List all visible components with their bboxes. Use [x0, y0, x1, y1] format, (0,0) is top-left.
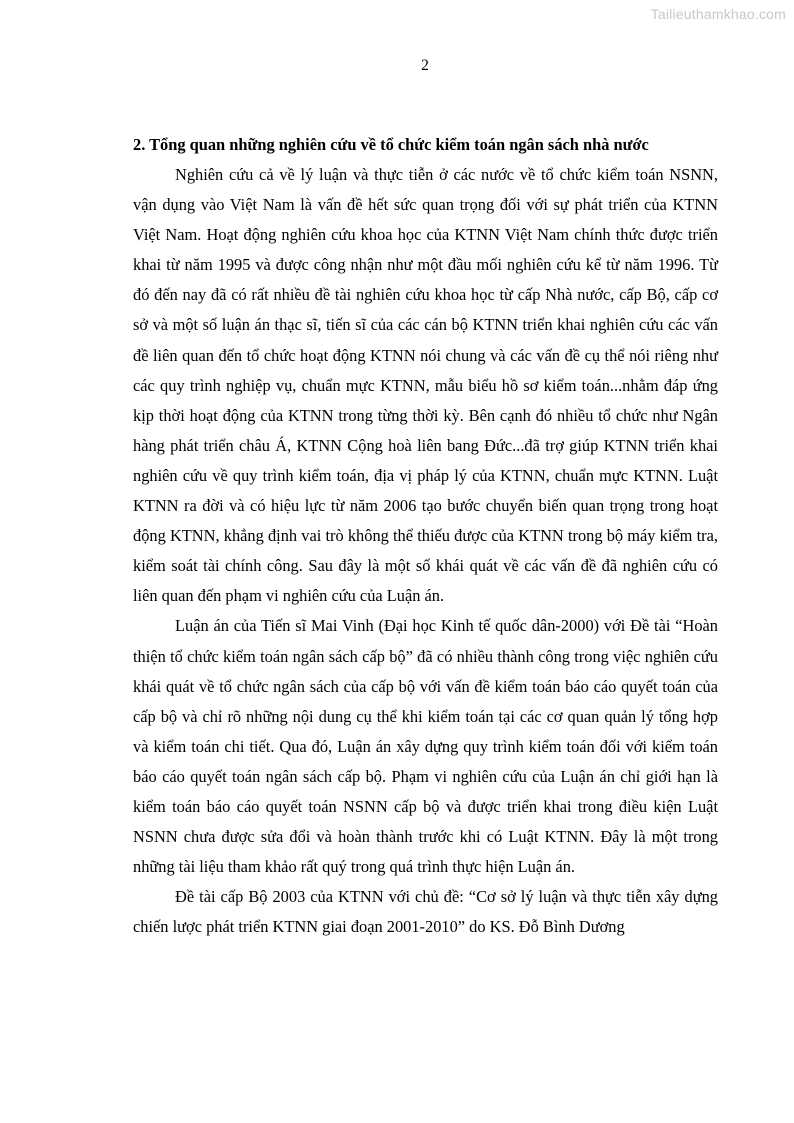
paragraph: Luận án của Tiến sĩ Mai Vinh (Đại học Kinh tế quốc dân-2000) với Đề tài “Hoàn thiện tổ chức kiểm toán ngân sách cấp bộ” đã có nhiều thành công trong việc nghiên cứu khái quát về tổ chức ngân sách của cấp bộ với vấn đề kiểm toán báo cáo quyết toán của cấp bộ và chỉ rõ những nội dung cụ thể khi kiểm toán tại các cơ quan quản lý tổng hợp và kiểm toán chi tiết. Qua đó, Luận án xây dựng quy trình kiểm toán đối với kiểm toán báo cáo quyết toán ngân sách cấp bộ. Phạm vi nghiên cứu của Luận án chỉ giới hạn là kiểm toán báo cáo quyết toán NSNN cấp bộ và được triển khai trong điều kiện Luật NSNN chưa được sửa đổi và hoàn thành trước khi có Luật KTNN. Đây là một trong những tài liệu tham khảo rất quý trong quá trình thực hiện Luận án.: [133, 616, 718, 877]
paragraph: Đề tài cấp Bộ 2003 của KTNN với chủ đề: “Cơ sở lý luận và thực tiễn xây dựng chiến lược phát triển KTNN giai đoạn 2001-2010” do KS. Đỗ Bình Dương: [133, 887, 718, 937]
section-heading: 2. Tổng quan những nghiên cứu về tổ chức kiểm toán ngân sách nhà nước: [133, 135, 649, 154]
watermark: Tailieuthamkhao.com: [650, 6, 786, 22]
paragraph: Nghiên cứu cả về lý luận và thực tiễn ở các nước về tổ chức kiểm toán NSNN, vận dụng vào Việt Nam là vấn đề hết sức quan trọng đối với sự phát triển của KTNN Việt Nam. Hoạt động nghiên cứu khoa học của KTNN Việt Nam chính thức được triển khai từ năm 1995 và được công nhận như một đầu mối nghiên cứu kể từ năm 1996. Từ đó đến nay đã có rất nhiều đề tài nghiên cứu khoa học từ cấp Nhà nước, cấp Bộ, cấp cơ sở và một số luận án thạc sĩ, tiến sĩ của các cán bộ KTNN triển khai nghiên cứu các vấn đề liên quan đến tổ chức hoạt động KTNN nói chung và các vấn đề cụ thể nói riêng như các quy trình nghiệp vụ, chuẩn mực KTNN, mẫu biểu hồ sơ kiểm toán...nhằm đáp ứng kịp thời hoạt động của KTNN trong từng thời kỳ. Bên cạnh đó nhiều tổ chức như Ngân hàng phát triển châu Á, KTNN Cộng hoà liên bang Đức...đã trợ giúp KTNN triển khai nghiên cứu về quy trình kiểm toán, địa vị pháp lý của KTNN, chuẩn mực KTNN. Luật KTNN ra đời và có hiệu lực từ năm 2006 tạo bước chuyển biến quan trọng trong hoạt động KTNN, khẳng định vai trò không thể thiếu được của KTNN trong bộ máy kiểm tra, kiểm soát tài chính công. Sau đây là một số khái quát về các vấn đề đã nghiên cứu có liên quan đến phạm vi nghiên cứu của Luận án.: [133, 165, 718, 606]
document-body: [133, 130, 718, 942]
page-number: 2: [421, 57, 429, 74]
